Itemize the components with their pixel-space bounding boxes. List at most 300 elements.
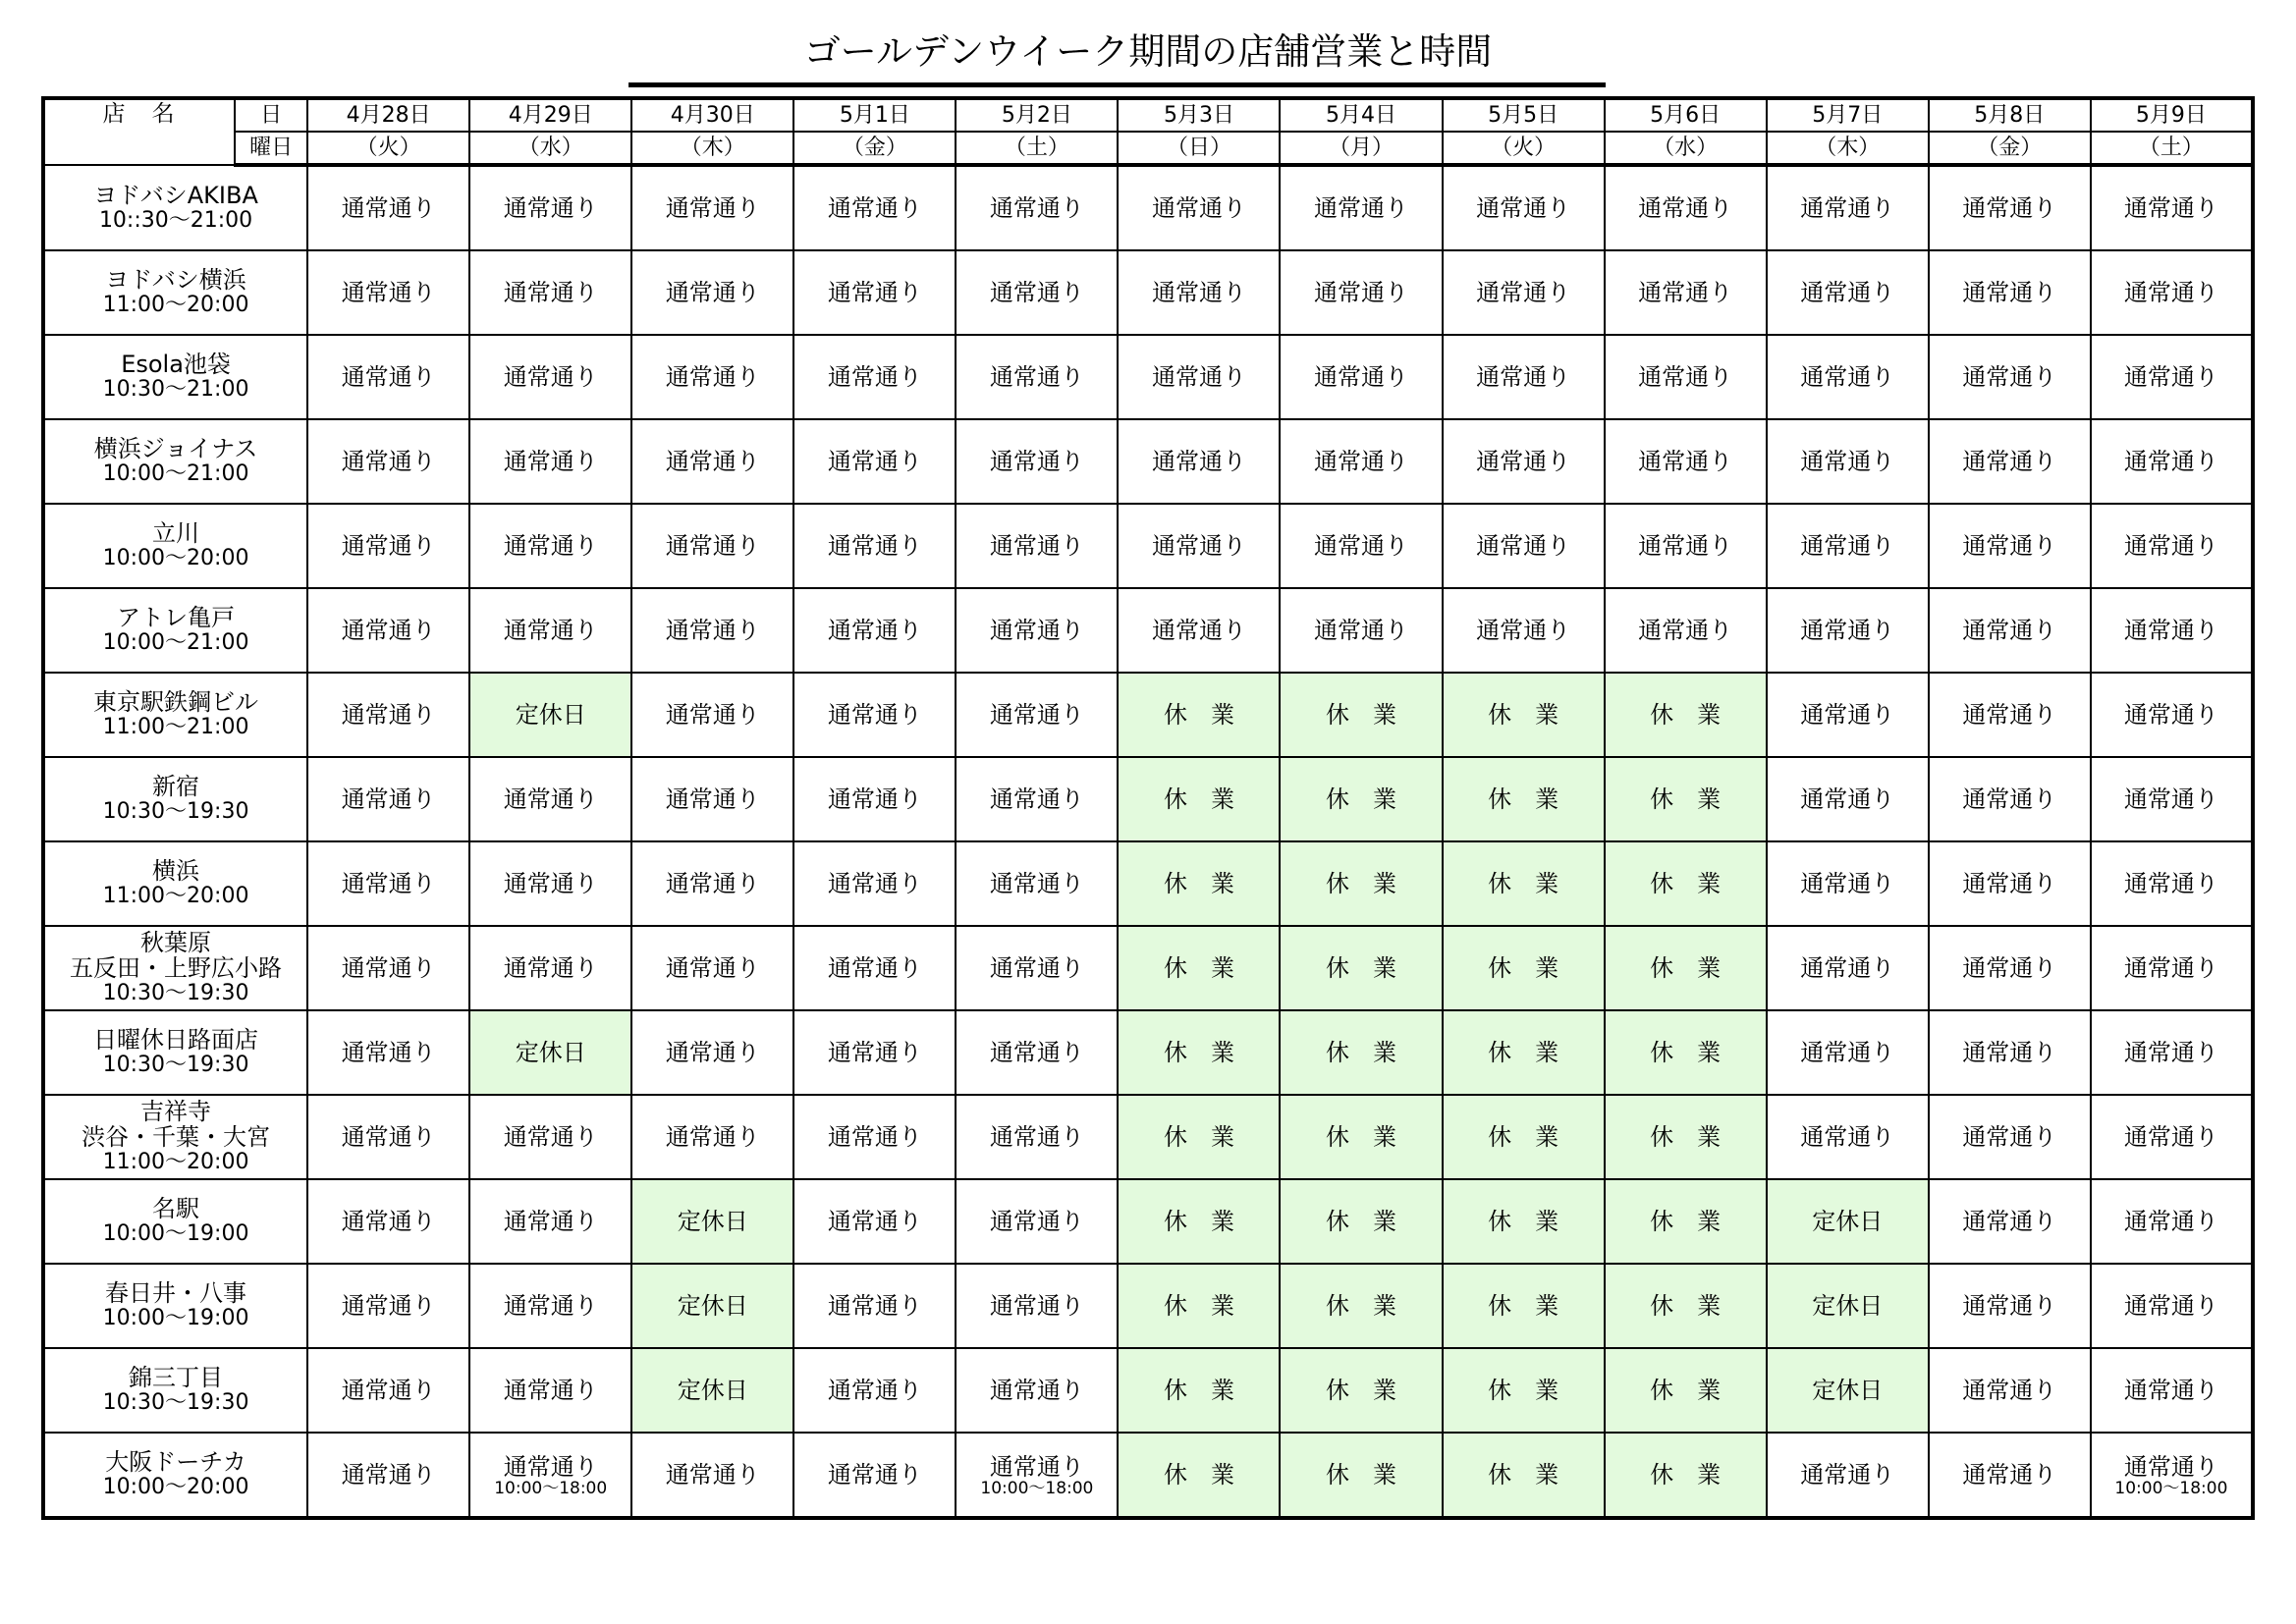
day-status-cell (469, 1264, 631, 1348)
day-status-cell (1280, 1348, 1442, 1433)
day-status-cell (956, 1433, 1118, 1518)
status-text: 通常通り (827, 617, 922, 644)
status-text: 通常通り (503, 363, 598, 391)
day-status-cell (793, 1010, 956, 1095)
status-text: 通常通り (503, 194, 598, 222)
status-text: 通常通り (1151, 363, 1246, 391)
weekday-header: （日） (1118, 132, 1280, 165)
day-status-cell (631, 1264, 793, 1348)
day-status-cell (1605, 1264, 1767, 1348)
day-status-cell (1767, 165, 1929, 250)
hours-note: 10:00～18:00 (2114, 1479, 2228, 1498)
store-name-cell (43, 841, 307, 926)
status-text: 通常通り (827, 785, 922, 813)
status-text: 通常通り (1800, 279, 1895, 306)
status-text: 通常通り (1962, 532, 2057, 560)
day-status-cell (956, 165, 1118, 250)
status-text: 通常通り (989, 194, 1084, 222)
day-status-cell (2091, 335, 2253, 419)
day-status-cell (307, 335, 469, 419)
status-text: 休 業 (1488, 701, 1559, 729)
status-text: 休 業 (1163, 1208, 1234, 1235)
status-text: 通常通り (665, 1039, 760, 1066)
status-text: 休 業 (1163, 1461, 1234, 1489)
day-status-cell (2091, 1010, 2253, 1095)
status-text: 通常通り (2123, 701, 2218, 729)
status-text: 通常通り (2123, 1292, 2218, 1320)
status-text: 通常通り (1962, 954, 2057, 982)
day-status-cell (1443, 1433, 1605, 1518)
day-status-cell (631, 588, 793, 673)
day-status-cell (1118, 757, 1280, 841)
status-text: 休 業 (1163, 1039, 1234, 1066)
day-status-cell (469, 673, 631, 757)
day-status-cell (793, 1095, 956, 1179)
status-text: 通常通り (1314, 279, 1409, 306)
store-row (43, 504, 2253, 588)
day-status-cell (1443, 1010, 1605, 1095)
status-text: 通常通り (989, 1208, 1084, 1235)
store-hours: 10:30～19:30 (102, 1390, 249, 1415)
status-text: 通常通り (1314, 194, 1409, 222)
day-status-cell (1280, 1264, 1442, 1348)
day-status-cell (1118, 1433, 1280, 1518)
status-text: 通常通り (827, 954, 922, 982)
status-text: 通常通り (1800, 448, 1895, 475)
day-status-cell (956, 1179, 1118, 1264)
status-text: 通常通り (503, 617, 598, 644)
date-header: 5月4日 (1280, 98, 1442, 132)
status-text: 通常通り (1800, 617, 1895, 644)
date-header: 4月30日 (631, 98, 793, 132)
status-text: 通常通り (503, 1453, 598, 1481)
day-status-cell (469, 1095, 631, 1179)
status-text: 通常通り (1314, 532, 1409, 560)
store-hours-table (41, 96, 2255, 1520)
status-text: 休 業 (1326, 1461, 1397, 1489)
weekday-header: （火） (307, 132, 469, 165)
status-text: 通常通り (341, 279, 436, 306)
store-name-cell (43, 165, 307, 250)
day-status-cell (307, 841, 469, 926)
day-status-cell (307, 250, 469, 335)
day-status-cell (631, 335, 793, 419)
day-status-cell (469, 335, 631, 419)
status-text: 通常通り (2123, 194, 2218, 222)
status-text: 通常通り (1151, 617, 1246, 644)
status-text: 通常通り (1638, 279, 1733, 306)
status-text: 通常通り (341, 448, 436, 475)
status-text: 通常通り (341, 1461, 436, 1489)
status-text: 休 業 (1163, 1123, 1234, 1151)
day-status-cell (1443, 1095, 1605, 1179)
status-text: 休 業 (1650, 1377, 1722, 1404)
weekday-header: （火） (1443, 132, 1605, 165)
status-text: 通常通り (1638, 532, 1733, 560)
date-header: 5月5日 (1443, 98, 1605, 132)
status-text: 通常通り (1151, 194, 1246, 222)
status-text: 通常通り (665, 363, 760, 391)
status-text: 休 業 (1650, 701, 1722, 729)
status-text: 休 業 (1326, 870, 1397, 897)
day-status-cell (1118, 588, 1280, 673)
status-text: 通常通り (1800, 1461, 1895, 1489)
date-header: 5月8日 (1929, 98, 2091, 132)
day-status-cell (1605, 1179, 1767, 1264)
day-status-cell (1280, 588, 1442, 673)
store-name: Esola池袋 (121, 351, 231, 378)
status-text: 通常通り (989, 870, 1084, 897)
status-text: 休 業 (1326, 1039, 1397, 1066)
status-text: 通常通り (2123, 870, 2218, 897)
store-name: 横浜ジョイナス (93, 435, 258, 462)
status-text: 通常通り (1800, 785, 1895, 813)
day-status-cell (1929, 673, 2091, 757)
day-status-cell (956, 1264, 1118, 1348)
status-text: 通常通り (665, 448, 760, 475)
day-status-cell (1605, 926, 1767, 1010)
day-status-cell (1767, 1348, 1929, 1433)
status-text: 休 業 (1163, 1292, 1234, 1320)
store-name: ヨドバシAKIBA (93, 182, 258, 209)
day-status-cell (1280, 335, 1442, 419)
day-status-cell (2091, 165, 2253, 250)
status-text: 通常通り (1638, 617, 1733, 644)
day-status-cell (956, 926, 1118, 1010)
status-text: 通常通り (1962, 1461, 2057, 1489)
status-text: 休 業 (1326, 1123, 1397, 1151)
store-name-cell (43, 673, 307, 757)
day-status-cell (1118, 1348, 1280, 1433)
day-status-cell (956, 588, 1118, 673)
store-name: 秋葉原 (140, 929, 212, 956)
status-text: 通常通り (665, 1123, 760, 1151)
status-text: 休 業 (1650, 1461, 1722, 1489)
status-text: 通常通り (1151, 532, 1246, 560)
day-status-cell (2091, 1433, 2253, 1518)
day-status-cell (631, 757, 793, 841)
day-status-cell (631, 419, 793, 504)
day-status-cell (2091, 841, 2253, 926)
day-status-cell (307, 1264, 469, 1348)
day-status-cell (956, 841, 1118, 926)
day-status-cell (1605, 673, 1767, 757)
day-status-cell (469, 757, 631, 841)
store-hours: 10:30～19:30 (102, 981, 249, 1005)
status-text: 休 業 (1650, 1292, 1722, 1320)
store-hours: 11:00～20:00 (102, 293, 249, 317)
day-status-cell (631, 673, 793, 757)
day-status-cell (1767, 1433, 1929, 1518)
status-text: 通常通り (827, 1123, 922, 1151)
status-text: 休 業 (1326, 1292, 1397, 1320)
status-text: 通常通り (341, 1123, 436, 1151)
weekday-header: （木） (1767, 132, 1929, 165)
store-name-cell (43, 1433, 307, 1518)
status-text: 通常通り (1962, 1377, 2057, 1404)
status-text: 通常通り (1476, 279, 1571, 306)
day-status-cell (793, 757, 956, 841)
store-row (43, 1264, 2253, 1348)
status-text: 休 業 (1650, 870, 1722, 897)
status-text: 通常通り (1800, 363, 1895, 391)
status-text: 通常通り (1962, 1039, 2057, 1066)
store-row (43, 841, 2253, 926)
day-status-cell (793, 588, 956, 673)
status-text: 定休日 (1812, 1292, 1884, 1320)
day-status-cell (1929, 335, 2091, 419)
store-row (43, 1010, 2253, 1095)
store-hours: 11:00～21:00 (102, 715, 249, 739)
status-text: 通常通り (665, 279, 760, 306)
status-text: 通常通り (827, 363, 922, 391)
status-text: 通常通り (827, 279, 922, 306)
day-status-cell (2091, 673, 2253, 757)
store-row (43, 1179, 2253, 1264)
status-text: 通常通り (1962, 448, 2057, 475)
day-status-cell (793, 165, 956, 250)
status-text: 休 業 (1488, 870, 1559, 897)
store-name: 東京駅鉄鋼ビル (93, 688, 259, 716)
store-name-cell (43, 1348, 307, 1433)
weekday-header: （水） (1605, 132, 1767, 165)
store-name-cell (43, 588, 307, 673)
day-status-cell (1767, 250, 1929, 335)
status-text: 休 業 (1488, 1208, 1559, 1235)
day-status-cell (956, 504, 1118, 588)
store-hours: 10:00～20:00 (102, 546, 249, 570)
status-text: 通常通り (341, 1377, 436, 1404)
status-text: 通常通り (827, 532, 922, 560)
day-status-cell (793, 1348, 956, 1433)
store-hours: 10:00～21:00 (102, 630, 249, 655)
day-status-cell (1767, 335, 1929, 419)
day-status-cell (469, 250, 631, 335)
store-hours: 10:30～19:30 (102, 1053, 249, 1077)
day-status-cell (307, 1433, 469, 1518)
day-status-cell (1767, 1095, 1929, 1179)
day-status-cell (631, 250, 793, 335)
status-text: 通常通り (1800, 1039, 1895, 1066)
status-text: 通常通り (989, 701, 1084, 729)
status-text: 通常通り (665, 194, 760, 222)
date-label: 日 (235, 98, 307, 132)
day-status-cell (2091, 1264, 2253, 1348)
status-text: 休 業 (1163, 785, 1234, 813)
day-status-cell (307, 1095, 469, 1179)
day-status-cell (469, 1010, 631, 1095)
status-text: 通常通り (989, 532, 1084, 560)
status-text: 休 業 (1326, 954, 1397, 982)
day-status-cell (1443, 1348, 1605, 1433)
day-status-cell (1767, 1179, 1929, 1264)
day-status-cell (469, 1348, 631, 1433)
day-status-cell (307, 504, 469, 588)
day-status-cell (1118, 165, 1280, 250)
day-status-cell (307, 1348, 469, 1433)
status-text: 通常通り (2123, 448, 2218, 475)
day-status-cell (956, 757, 1118, 841)
store-name: 錦三丁目 (129, 1364, 224, 1391)
status-text: 通常通り (1800, 194, 1895, 222)
day-status-cell (1605, 335, 1767, 419)
status-text: 休 業 (1163, 1377, 1234, 1404)
status-text: 通常通り (503, 532, 598, 560)
store-hours: 10::30～21:00 (98, 208, 253, 233)
day-status-cell (1443, 588, 1605, 673)
store-name-cell (43, 419, 307, 504)
day-status-cell (793, 1264, 956, 1348)
status-text: 通常通り (1314, 448, 1409, 475)
store-row (43, 757, 2253, 841)
status-text: 休 業 (1163, 870, 1234, 897)
store-row (43, 926, 2253, 1010)
status-text: 通常通り (1476, 363, 1571, 391)
status-text: 通常通り (503, 954, 598, 982)
day-status-cell (793, 926, 956, 1010)
status-text: 定休日 (1812, 1377, 1884, 1404)
status-text: 定休日 (1812, 1208, 1884, 1235)
day-status-cell (1767, 841, 1929, 926)
day-status-cell (1929, 165, 2091, 250)
day-status-cell (307, 1010, 469, 1095)
store-row (43, 250, 2253, 335)
status-text: 通常通り (341, 532, 436, 560)
day-status-cell (1118, 926, 1280, 1010)
day-status-cell (1443, 419, 1605, 504)
day-status-cell (2091, 1179, 2253, 1264)
status-text: 通常通り (989, 1453, 1084, 1481)
day-status-cell (1443, 1264, 1605, 1348)
day-status-cell (1280, 673, 1442, 757)
day-status-cell (1767, 757, 1929, 841)
status-text: 通常通り (827, 1461, 922, 1489)
day-status-cell (469, 841, 631, 926)
day-status-cell (1118, 673, 1280, 757)
day-status-cell (631, 1095, 793, 1179)
status-text: 通常通り (1476, 448, 1571, 475)
day-status-cell (1118, 419, 1280, 504)
day-status-cell (1929, 757, 2091, 841)
day-status-cell (2091, 757, 2253, 841)
day-status-cell (1280, 165, 1442, 250)
weekday-header: （月） (1280, 132, 1442, 165)
day-status-cell (1118, 1179, 1280, 1264)
day-status-cell (1443, 335, 1605, 419)
store-row (43, 335, 2253, 419)
day-status-cell (1280, 1179, 1442, 1264)
day-status-cell (793, 1179, 956, 1264)
status-text: 通常通り (1962, 194, 2057, 222)
day-status-cell (1929, 1010, 2091, 1095)
weekday-header: （水） (469, 132, 631, 165)
day-status-cell (1605, 1010, 1767, 1095)
status-text: 通常通り (989, 954, 1084, 982)
status-text: 休 業 (1163, 701, 1234, 729)
status-text: 通常通り (341, 194, 436, 222)
day-status-cell (793, 504, 956, 588)
store-name: 大阪ドーチカ (105, 1448, 246, 1476)
status-text: 通常通り (1476, 617, 1571, 644)
status-text: 通常通り (1962, 1292, 2057, 1320)
status-text: 通常通り (989, 617, 1084, 644)
day-status-cell (1118, 250, 1280, 335)
day-status-cell (1929, 1264, 2091, 1348)
store-name: 横浜 (152, 857, 200, 885)
day-status-cell (1605, 588, 1767, 673)
store-name-cell (43, 1095, 307, 1179)
status-text: 定休日 (515, 701, 586, 729)
status-text: 通常通り (827, 870, 922, 897)
day-status-cell (956, 673, 1118, 757)
day-status-cell (1280, 926, 1442, 1010)
day-status-cell (1767, 926, 1929, 1010)
day-status-cell (1929, 841, 2091, 926)
store-hours: 10:30～19:30 (102, 799, 249, 824)
day-status-cell (469, 1179, 631, 1264)
day-status-cell (1280, 1095, 1442, 1179)
weekday-header: （土） (2091, 132, 2253, 165)
status-text: 通常通り (1800, 701, 1895, 729)
day-status-cell (1443, 841, 1605, 926)
status-text: 休 業 (1650, 1039, 1722, 1066)
day-status-cell (1767, 1264, 1929, 1348)
date-header: 5月9日 (2091, 98, 2253, 132)
status-text: 休 業 (1326, 785, 1397, 813)
day-status-cell (1929, 1433, 2091, 1518)
status-text: 休 業 (1488, 1377, 1559, 1404)
status-text: 通常通り (503, 448, 598, 475)
status-text: 通常通り (503, 1208, 598, 1235)
status-text: 休 業 (1488, 1292, 1559, 1320)
day-status-cell (1605, 1348, 1767, 1433)
day-status-cell (956, 419, 1118, 504)
store-name: 立川 (152, 519, 200, 547)
page-title: ゴールデンウイーク期間の店舗営業と時間 (803, 30, 1493, 73)
day-status-cell (469, 165, 631, 250)
status-text: 休 業 (1650, 1123, 1722, 1151)
status-text: 通常通り (1962, 870, 2057, 897)
day-status-cell (1929, 1179, 2091, 1264)
status-text: 休 業 (1326, 1377, 1397, 1404)
day-status-cell (1929, 250, 2091, 335)
day-status-cell (1280, 1433, 1442, 1518)
status-text: 通常通り (503, 1292, 598, 1320)
store-row (43, 588, 2253, 673)
store-hours: 10:00～19:00 (102, 1221, 249, 1246)
status-text: 休 業 (1488, 1461, 1559, 1489)
date-header: 5月1日 (793, 98, 956, 132)
status-text: 通常通り (665, 701, 760, 729)
status-text: 通常通り (2123, 363, 2218, 391)
day-status-cell (631, 165, 793, 250)
status-text: 休 業 (1650, 1208, 1722, 1235)
status-text: 定休日 (677, 1208, 748, 1235)
day-status-cell (2091, 926, 2253, 1010)
status-text: 通常通り (1962, 1123, 2057, 1151)
day-status-cell (631, 1348, 793, 1433)
day-status-cell (1605, 841, 1767, 926)
status-text: 通常通り (827, 1039, 922, 1066)
day-status-cell (793, 841, 956, 926)
status-text: 通常通り (989, 1039, 1084, 1066)
store-name: 新宿 (152, 773, 200, 800)
status-text: 通常通り (503, 785, 598, 813)
status-text: 通常通り (1151, 448, 1246, 475)
store-name-cell (43, 926, 307, 1010)
date-header-row (43, 98, 2253, 132)
status-text: 通常通り (2123, 1039, 2218, 1066)
